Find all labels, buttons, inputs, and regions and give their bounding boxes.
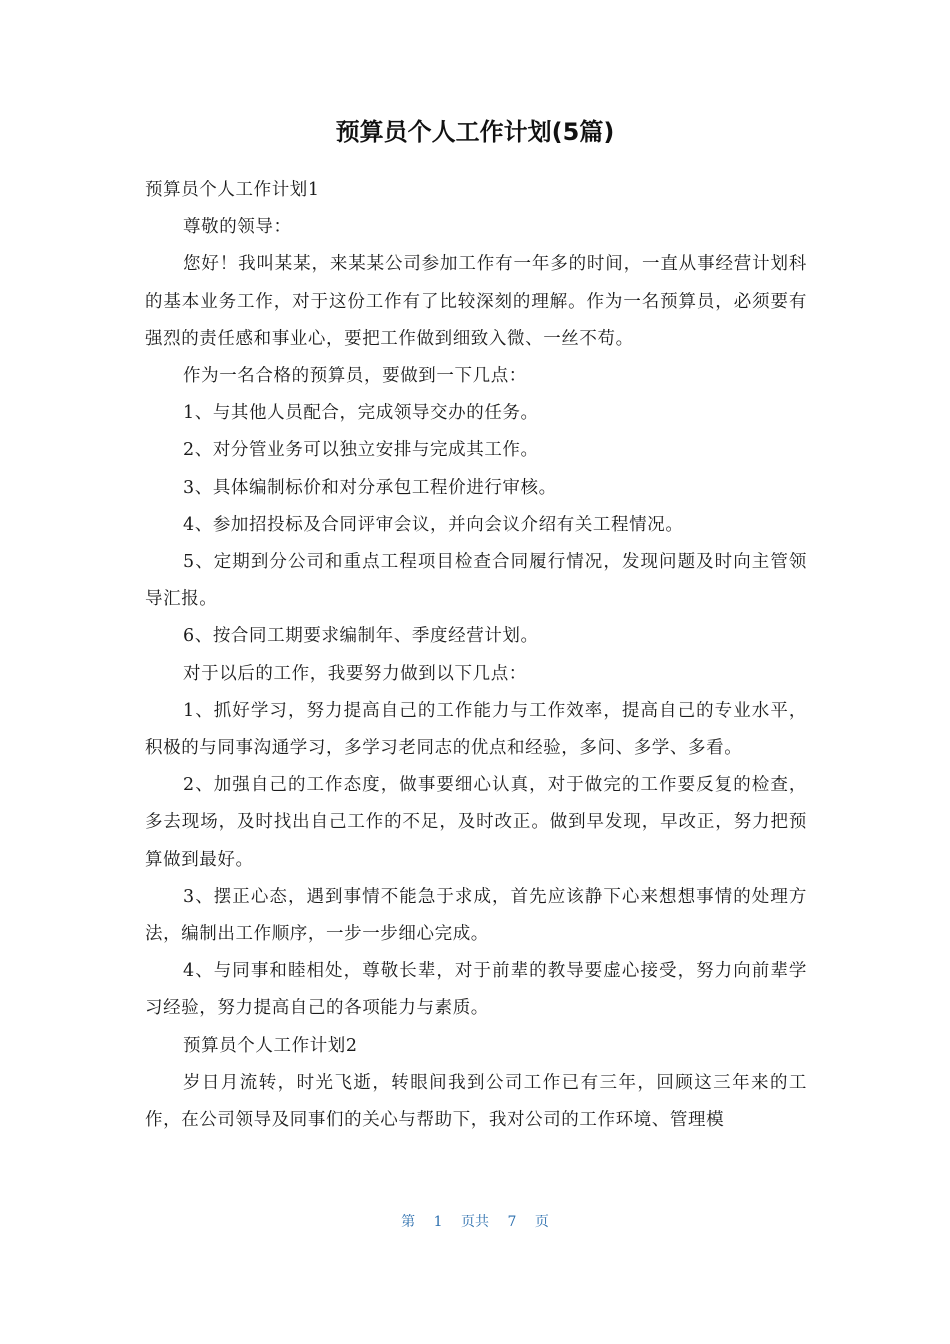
paragraph: 作为一名合格的预算员，要做到一下几点： [183, 366, 527, 387]
paragraph: 您好！我叫某某，来某某公司参加工作有一年多的时间，一直从事经营计划科的基本业务工作，对于这份工作有了比较深刻的理解。作为一名预算员，必须要有强烈的责任感和事业心，要把工作做到细致入微、一丝不苟。 [145, 254, 807, 349]
list-item: 3、摆正心态，遇到事情不能急于求成，首先应该静下心来想想事情的处理方法，编制出工作顺序，一步一步细心完成。 [145, 886, 807, 945]
document-title: 预算员个人工作计划(5篇) [335, 118, 615, 146]
list-item: 4、与同事和睦相处，尊敬长辈，对于前辈的教导要虚心接受，努力向前辈学习经验，努力提高自己的各项能力与素质。 [145, 961, 807, 1019]
list-item: 6、按合同工期要求编制年、季度经营计划。 [183, 626, 539, 647]
paragraph: 岁日月流转，时光飞逝，转眼间我到公司工作已有三年，回顾这三年来的工作，在公司领导及同事们的关心与帮助下，我对公司的工作环境、管理模 [145, 1072, 807, 1131]
page-label-middle: 页共 [461, 1214, 489, 1230]
total-pages-number: 7 [507, 1214, 517, 1230]
current-page-number: 1 [433, 1214, 443, 1230]
list-item: 1、抓好学习，努力提高自己的工作能力与工作效率，提高自己的专业水平，积极的与同事沟通学习，多学习老同志的优点和经验，多问、多学、多看。 [145, 700, 807, 759]
list-item: 2、对分管业务可以独立安排与完成其工作。 [183, 440, 539, 461]
document-body [145, 172, 807, 1139]
list-item: 2、加强自己的工作态度，做事要细心认真，对于做完的工作要反复的检查，多去现场，及时找出自己工作的不足，及时改正。做到早发现，早改正，努力把预算做到最好。 [145, 775, 807, 870]
list-item: 5、定期到分公司和重点工程项目检查合同履行情况，发现问题及时向主管领导汇报。 [145, 552, 807, 610]
page-label-suffix: 页 [534, 1214, 549, 1230]
list-item: 3、具体编制标价和对分承包工程价进行审核。 [183, 477, 557, 498]
list-item: 1、与其他人员配合，完成领导交办的任务。 [183, 403, 539, 424]
paragraph: 尊敬的领导： [183, 217, 292, 238]
page-label-prefix: 第 [401, 1214, 416, 1230]
list-item: 4、参加招投标及合同评审会议，并向会议介绍有关工程情况。 [183, 514, 684, 535]
paragraph: 预算员个人工作计划1 [145, 180, 320, 200]
paragraph: 对于以后的工作，我要努力做到以下几点： [183, 663, 527, 684]
section-heading: 预算员个人工作计划2 [183, 1035, 358, 1056]
page-footer [0, 1210, 950, 1234]
